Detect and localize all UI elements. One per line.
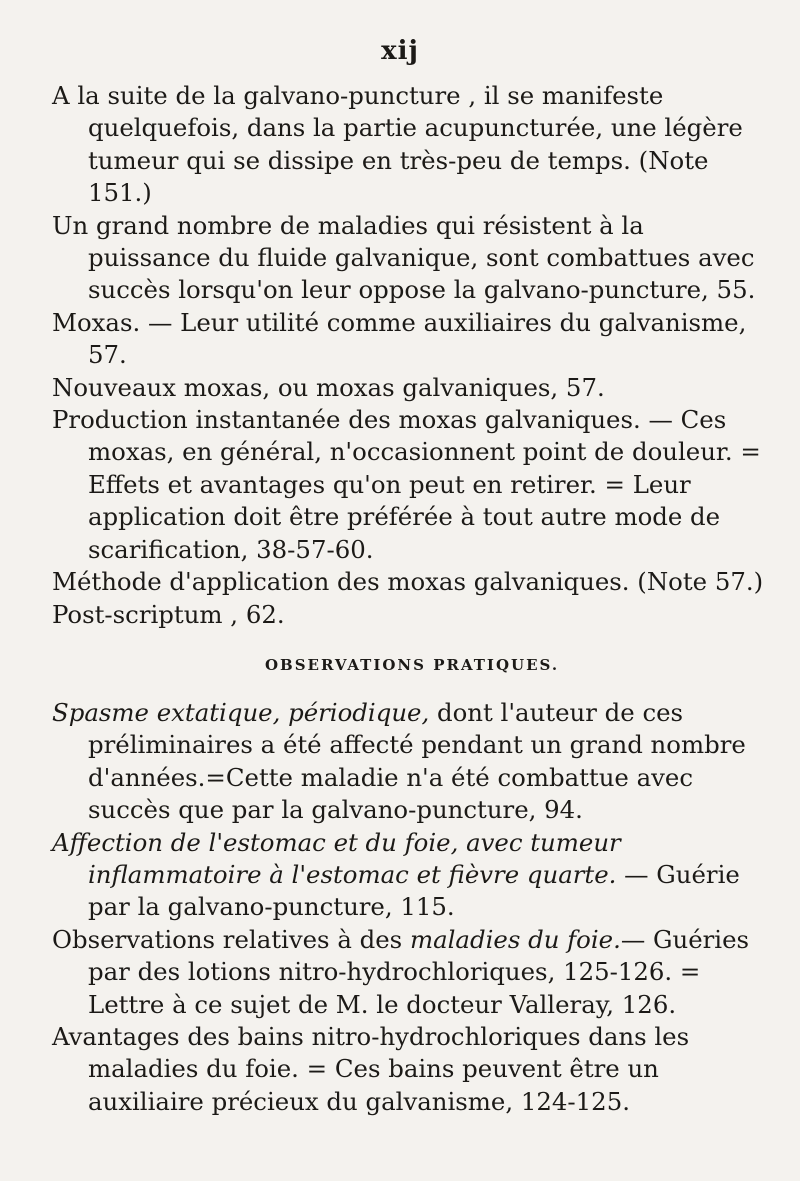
- entry-prefix: Observations relatives à des: [52, 924, 410, 954]
- index-entry: A la suite de la galvano-puncture , il se manifeste quelquefois, dans la partie acupuncturée, une légère tumeur qui se dissipe en très-peu de temps. (Note 151.): [52, 81, 743, 208]
- entry-italic-title: maladies du foie.: [409, 924, 621, 954]
- entry-italic-title: Spasme extatique, périodique,: [52, 697, 430, 727]
- index-entry: Post-scriptum , 62.: [52, 599, 285, 629]
- entry-text: — Guérie par la galvano-puncture, 115.: [88, 859, 740, 922]
- index-entry: [52, 827, 772, 924]
- index-entry: Un grand nombre de maladies qui résistent à la puissance du fluide galvanique, sont combattues avec succès lorsqu'on leur oppose la galvano-puncture, 55.: [52, 210, 756, 305]
- index-entry: Production instantanée des moxas galvaniques. — Ces moxas, en général, n'occasionnent point de douleur. = Effets et avantages qu'on peut en retirer. = Leur application doit être préférée à tout autre mode de scarification, 38-57-60.: [52, 405, 761, 564]
- index-entry: [52, 697, 772, 827]
- index-entry: Nouveaux moxas, ou moxas galvaniques, 57.: [52, 372, 605, 402]
- index-entry: Moxas. — Leur utilité comme auxiliaires du galvanisme, 57.: [52, 307, 747, 370]
- entry-text: — Guéries par des lotions nitro-hydrochloriques, 125-126. = Lettre à ce sujet de M. le docteur Valleray, 126.: [88, 924, 750, 1019]
- section-heading: OBSERVATIONS PRATIQUES.: [264, 655, 560, 674]
- entry-text: dont l'auteur de ces préliminaires a été affecté pendant un grand nombre d'années.=Cette maladie n'a été combattue avec succès que par la galvano-puncture, 94.: [88, 697, 746, 825]
- index-content: [52, 80, 772, 1118]
- page-number: xij: [381, 36, 419, 66]
- index-entry: Avantages des bains nitro-hydrochloriques dans les maladies du foie. = Ces bains peuvent être un auxiliaire précieux du galvanisme, 124-125.: [52, 1021, 690, 1116]
- index-entry: Méthode d'application des moxas galvaniques. (Note 57.): [52, 567, 764, 597]
- entry-italic-title: Affection de l'estomac et du foie, avec tumeur inflammatoire à l'estomac et fièvre quarte.: [52, 827, 621, 889]
- index-entry: [52, 924, 772, 1021]
